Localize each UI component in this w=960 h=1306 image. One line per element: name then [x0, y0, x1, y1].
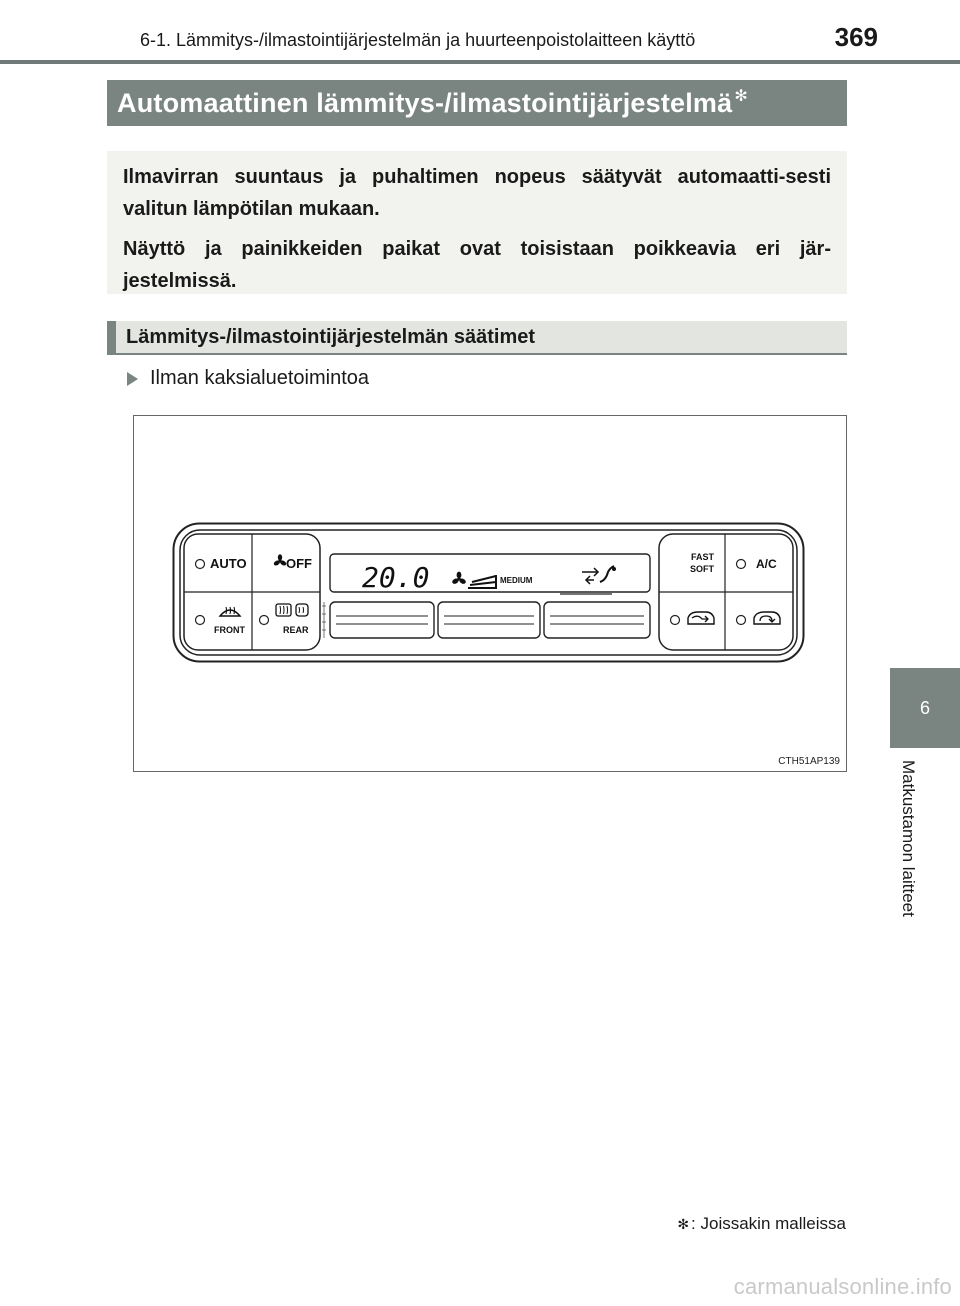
header-rule [0, 60, 960, 64]
page-number: 369 [834, 22, 878, 52]
section-title: Automaattinen lämmitys-/ilmastointijärjestelmä [117, 87, 733, 118]
figure-frame [133, 415, 847, 772]
watermark: carmanualsonline.info [733, 1274, 952, 1299]
variant-label: Ilman kaksialuetoimintoa [150, 367, 369, 389]
variant-row [127, 367, 369, 390]
section-heading [107, 80, 847, 126]
fan-speed-rocker[interactable] [438, 602, 540, 638]
airflow-mode-rocker[interactable] [544, 602, 650, 638]
ac-button-label[interactable]: A/C [756, 557, 777, 571]
subsection-heading [107, 321, 847, 355]
chapter-number: 6 [919, 697, 930, 718]
fan-off-button-label[interactable]: OFF [286, 556, 312, 571]
auto-button-label[interactable]: AUTO [210, 556, 247, 571]
chapter-label: Matkustamon laitteet [899, 760, 918, 917]
display-fan-mode: MEDIUM [500, 576, 533, 585]
subsection-title: Lämmitys-/ilmastointijärjestelmän säätimet [126, 325, 536, 348]
fast-button-label[interactable]: FAST [691, 552, 715, 562]
intro-paragraph-2: Näyttö ja painikkeiden paikat ovat toisistaan poikkeavia eri jär-jestelmissä. [123, 238, 831, 292]
header-title: 6-1. Lämmitys-/ilmastointijärjestelmän ja huurteenpoistolaitteen käyttö [140, 30, 696, 50]
temperature-down-rocker[interactable] [330, 602, 434, 638]
intro-paragraph-1: Ilmavirran suuntaus ja puhaltimen nopeus säätyvät automaatti-sesti valitun lämpötilan mukaan. [123, 166, 831, 220]
footnote-text: : Joissakin malleissa [691, 1214, 846, 1233]
soft-button-label[interactable]: SOFT [690, 564, 714, 574]
display-temperature: 20.0 [362, 561, 430, 594]
triangle-bullet-icon [127, 372, 138, 386]
rear-defogger-button-label[interactable]: REAR [283, 625, 309, 635]
footnote-symbol: ✻ [677, 1216, 690, 1232]
front-defroster-button-label[interactable]: FRONT [214, 625, 245, 635]
section-asterisk: ✻ [734, 88, 748, 105]
chapter-tab [890, 668, 960, 748]
intro-box [107, 151, 847, 294]
footnote [677, 1214, 846, 1234]
climate-control-panel [172, 522, 808, 664]
figure-code: CTH51AP139 [778, 756, 840, 767]
